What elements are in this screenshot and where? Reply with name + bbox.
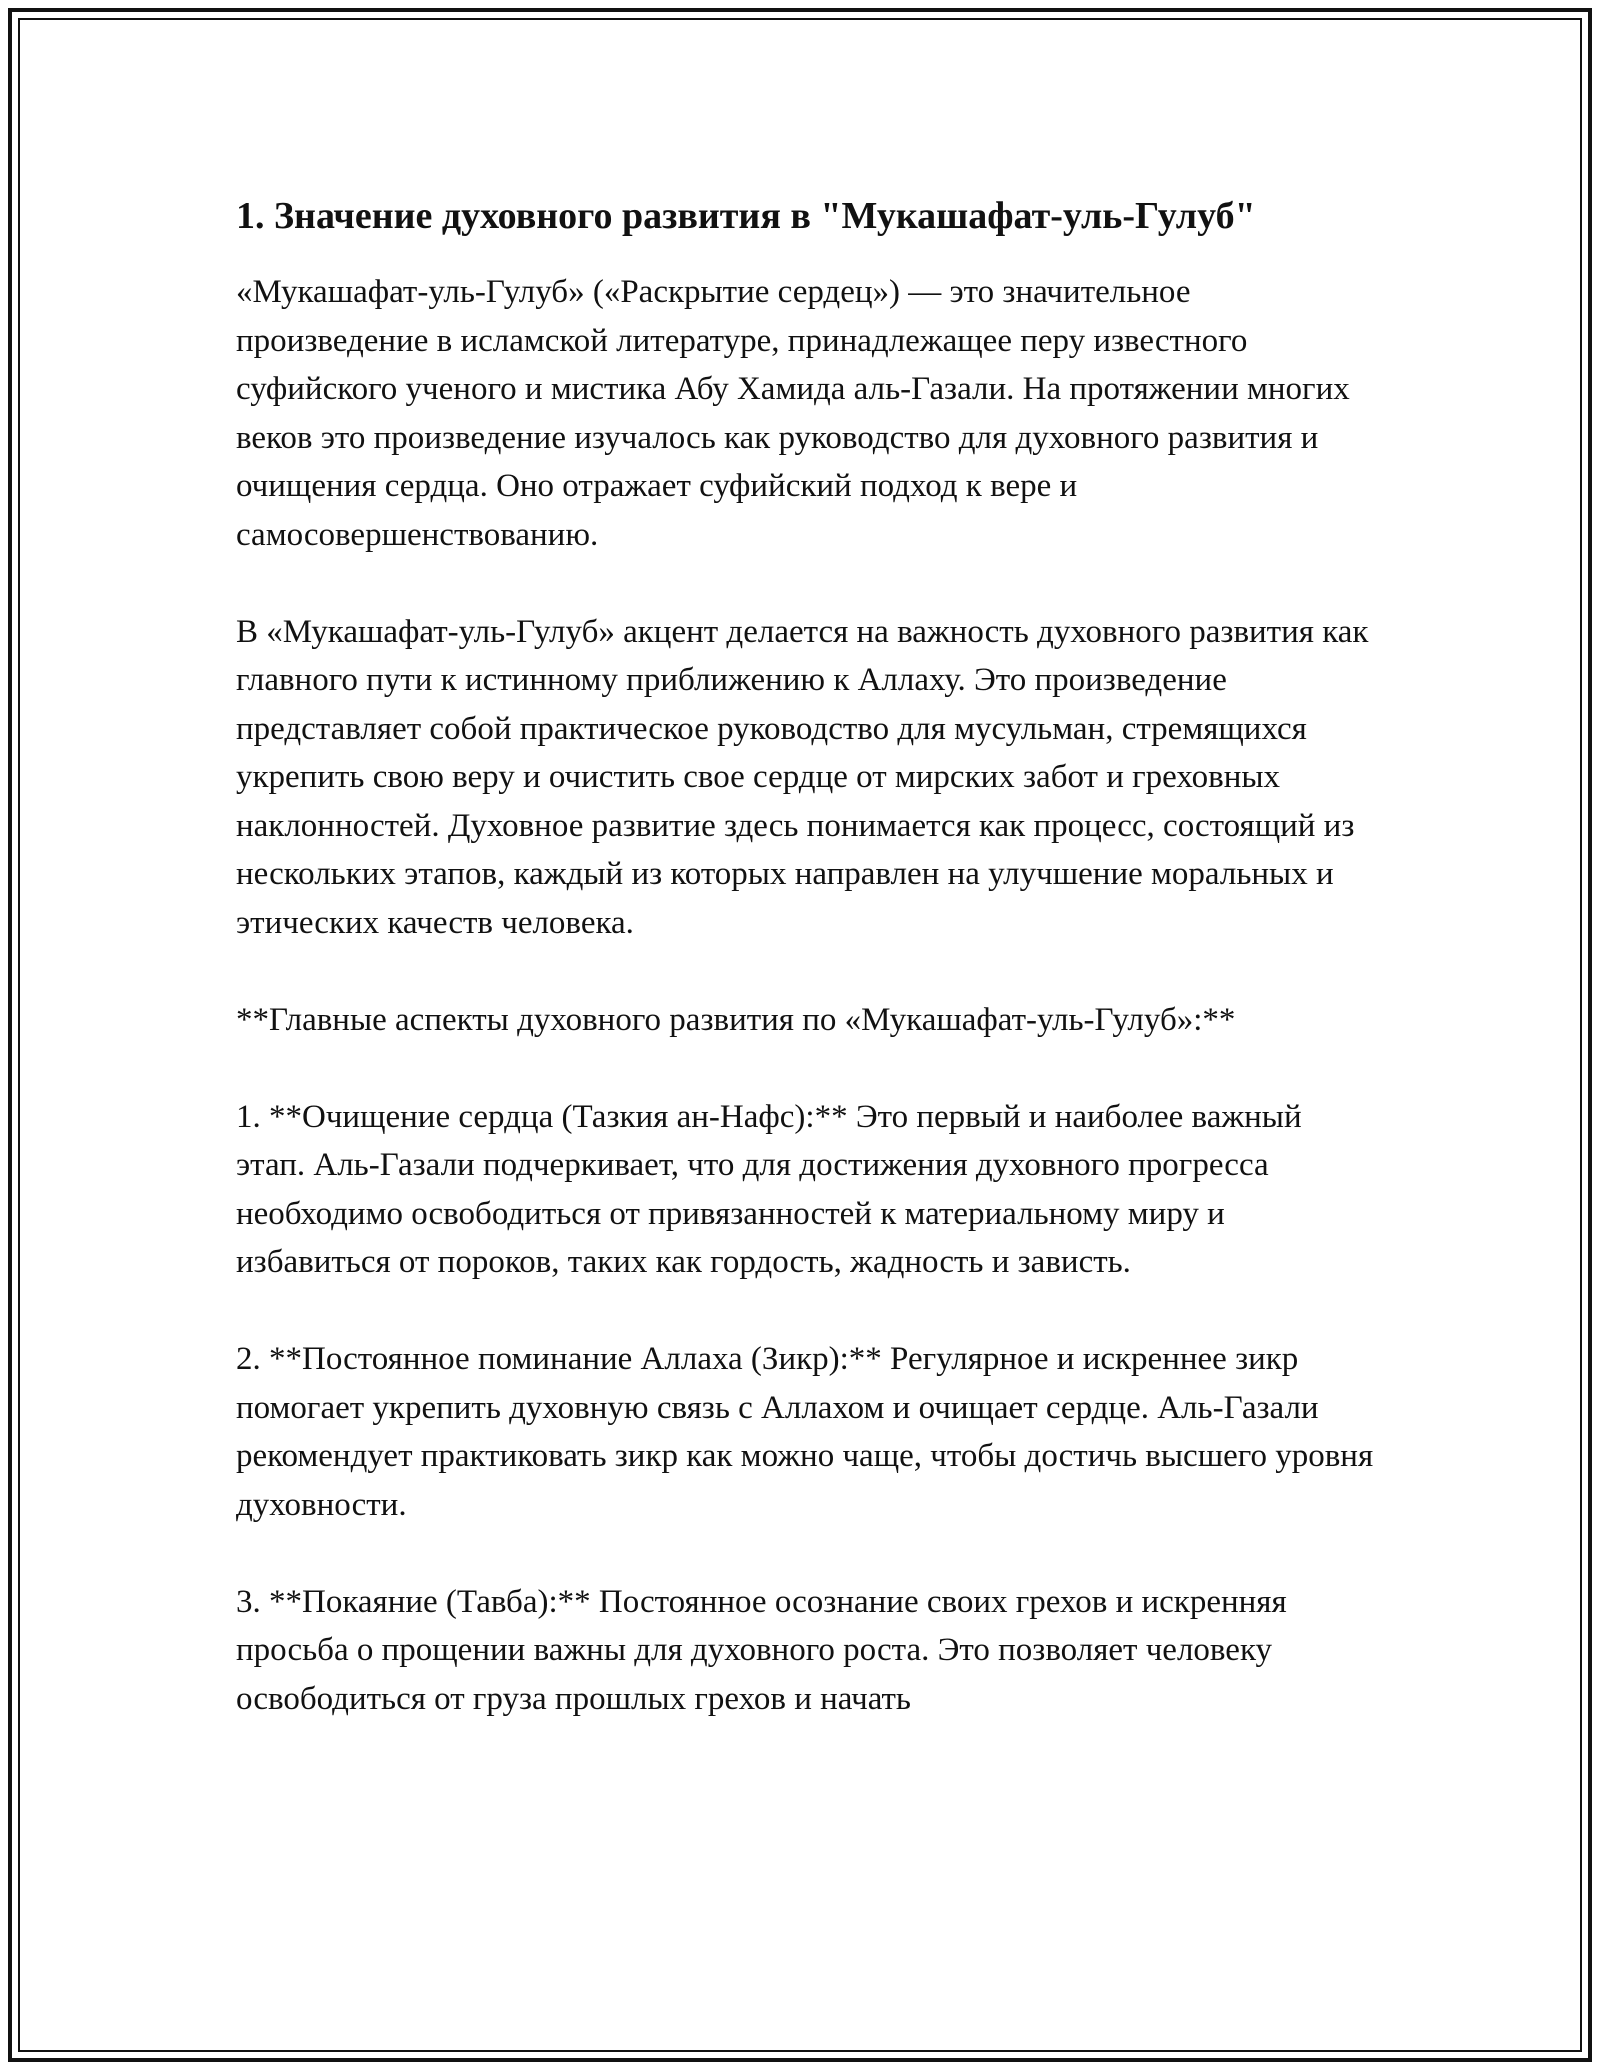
section-title: 1. Значение духовного развития в "Мукашафат-уль-Гулуб" <box>236 195 1256 237</box>
paragraph-emphasis: В «Мукашафат-уль-Гулуб» акцент делается на важность духовного развития как главного пути к истинному приближению к Аллаху. Это произведение представляет собой практическое руководство для мусульман, стремящихся укрепить свою веру и очистить свое сердце от мирских забот и греховных наклонностей. Духовное развитие здесь понимается как процесс, состоящий из нескольких этапов, каждый из которых направлен на улучшение моральных и этических качеств человека. <box>236 613 1369 941</box>
paragraph-aspect-3: 3. **Покаяние (Тавба):** Постоянное осознание своих грехов и искренняя просьба о прощении важны для духовного роста. Это позволяет человеку освободиться от груза прошлых грехов и начать <box>236 1583 1287 1717</box>
paragraph-aspects-heading: **Главные аспекты духовного развития по «Мукашафат-уль-Гулуб»:** <box>236 1001 1236 1038</box>
paragraph-aspect-2: 2. **Постоянное поминание Аллаха (Зикр):** Регулярное и искреннее зикр помогает укрепить духовную связь с Аллахом и очищает сердце. Аль-Газали рекомендует практиковать зикр как можно чаще, чтобы достичь высшего уровня духовности. <box>236 1341 1374 1523</box>
paragraph-intro: «Мукашафат-уль-Гулуб» («Раскрытие сердец») — это значительное произведение в исламской литературе, принадлежащее перу известного суфийского ученого и мистика Абу Хамида аль-Газали. На протяжении многих веков это произведение изучалось как руководство для духовного развития и очищения сердца. Оно отражает суфийский подход к вере и самосовершенствованию. <box>236 274 1350 553</box>
document-page <box>236 188 1376 1772</box>
paragraph-aspect-1: 1. **Очищение сердца (Тазкия ан-Нафс):** Это первый и наиболее важный этап. Аль-Газали подчеркивает, что для достижения духовного прогресса необходимо освободиться от привязанностей к материальному миру и избавиться от пороков, таких как гордость, жадность и зависть. <box>236 1098 1302 1280</box>
